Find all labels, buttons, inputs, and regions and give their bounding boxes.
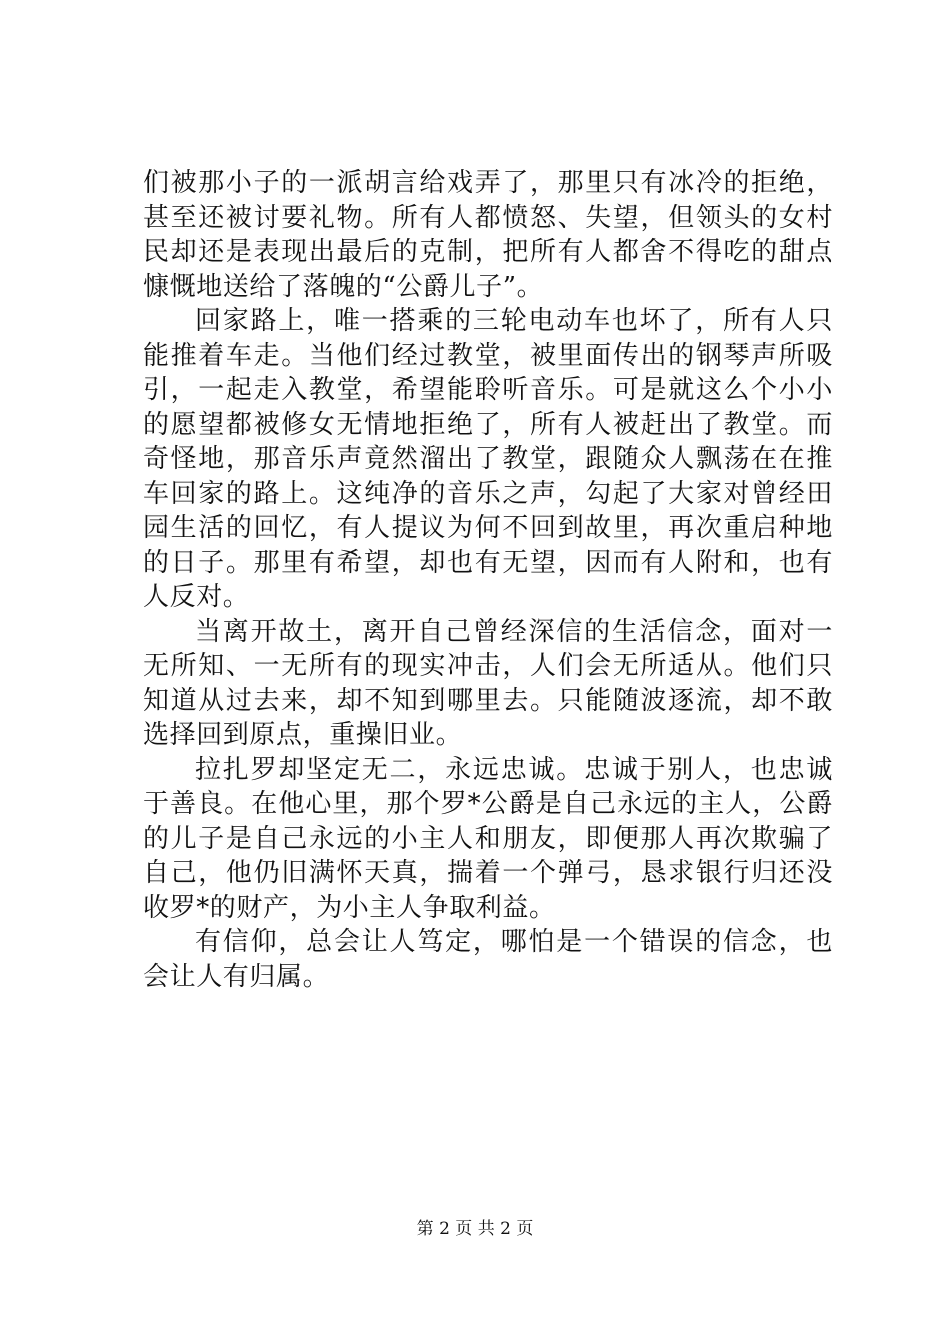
paragraph-lazzaro-loyalty: 拉扎罗却坚定无二，永远忠诚。忠诚于别人，也忠诚于善良。在他心里，那个罗*公爵是自己永远的主人，公爵的儿子是自己永远的小主人和朋友，即便那人再次欺骗了自己，他仍旧满怀天真，揣着一个弹弓，恳求银行归还没收罗*的财产，为小主人争取利益。 [143, 754, 833, 923]
paragraph-leaving-home: 当离开故土，离开自己曾经深信的生活信念，面对一无所知、一无所有的现实冲击，人们会无所适从。他们只知道从过去来，却不知到哪里去。只能随波逐流，却不敢选择回到原点，重操旧业。 [143, 616, 833, 750]
paragraph-journey-home: 回家路上，唯一搭乘的三轮电动车也坏了，所有人只能推着车走。当他们经过教堂，被里面传出的钢琴声所吸引，一起走入教堂，希望能聆听音乐。可是就这么个小小的愿望都被修女无情地拒绝了，所有人被赶出了教堂。而奇怪地，那音乐声竟然溜出了教堂，跟随众人飘荡在在推车回家的路上。这纯净的音乐之声，勾起了大家对曾经田园生活的回忆，有人提议为何不回到故里，再次重启种地的日子。那里有希望，却也有无望，因而有人附和，也有人反对。 [143, 306, 833, 612]
page-footer: 第 2 页 共 2 页 [416, 1219, 534, 1239]
paragraph-conclusion: 有信仰，总会让人笃定，哪怕是一个错误的信念，也会让人有归属。 [143, 927, 833, 992]
paragraph-continuation: 们被那小子的一派胡言给戏弄了，那里只有冰冷的拒绝，甚至还被讨要礼物。所有人都愤怒、失望，但领头的女村民却还是表现出最后的克制，把所有人都舍不得吃的甜点慷慨地送给了落魄的“公爵儿子”。 [143, 168, 833, 302]
body-text [143, 166, 833, 994]
